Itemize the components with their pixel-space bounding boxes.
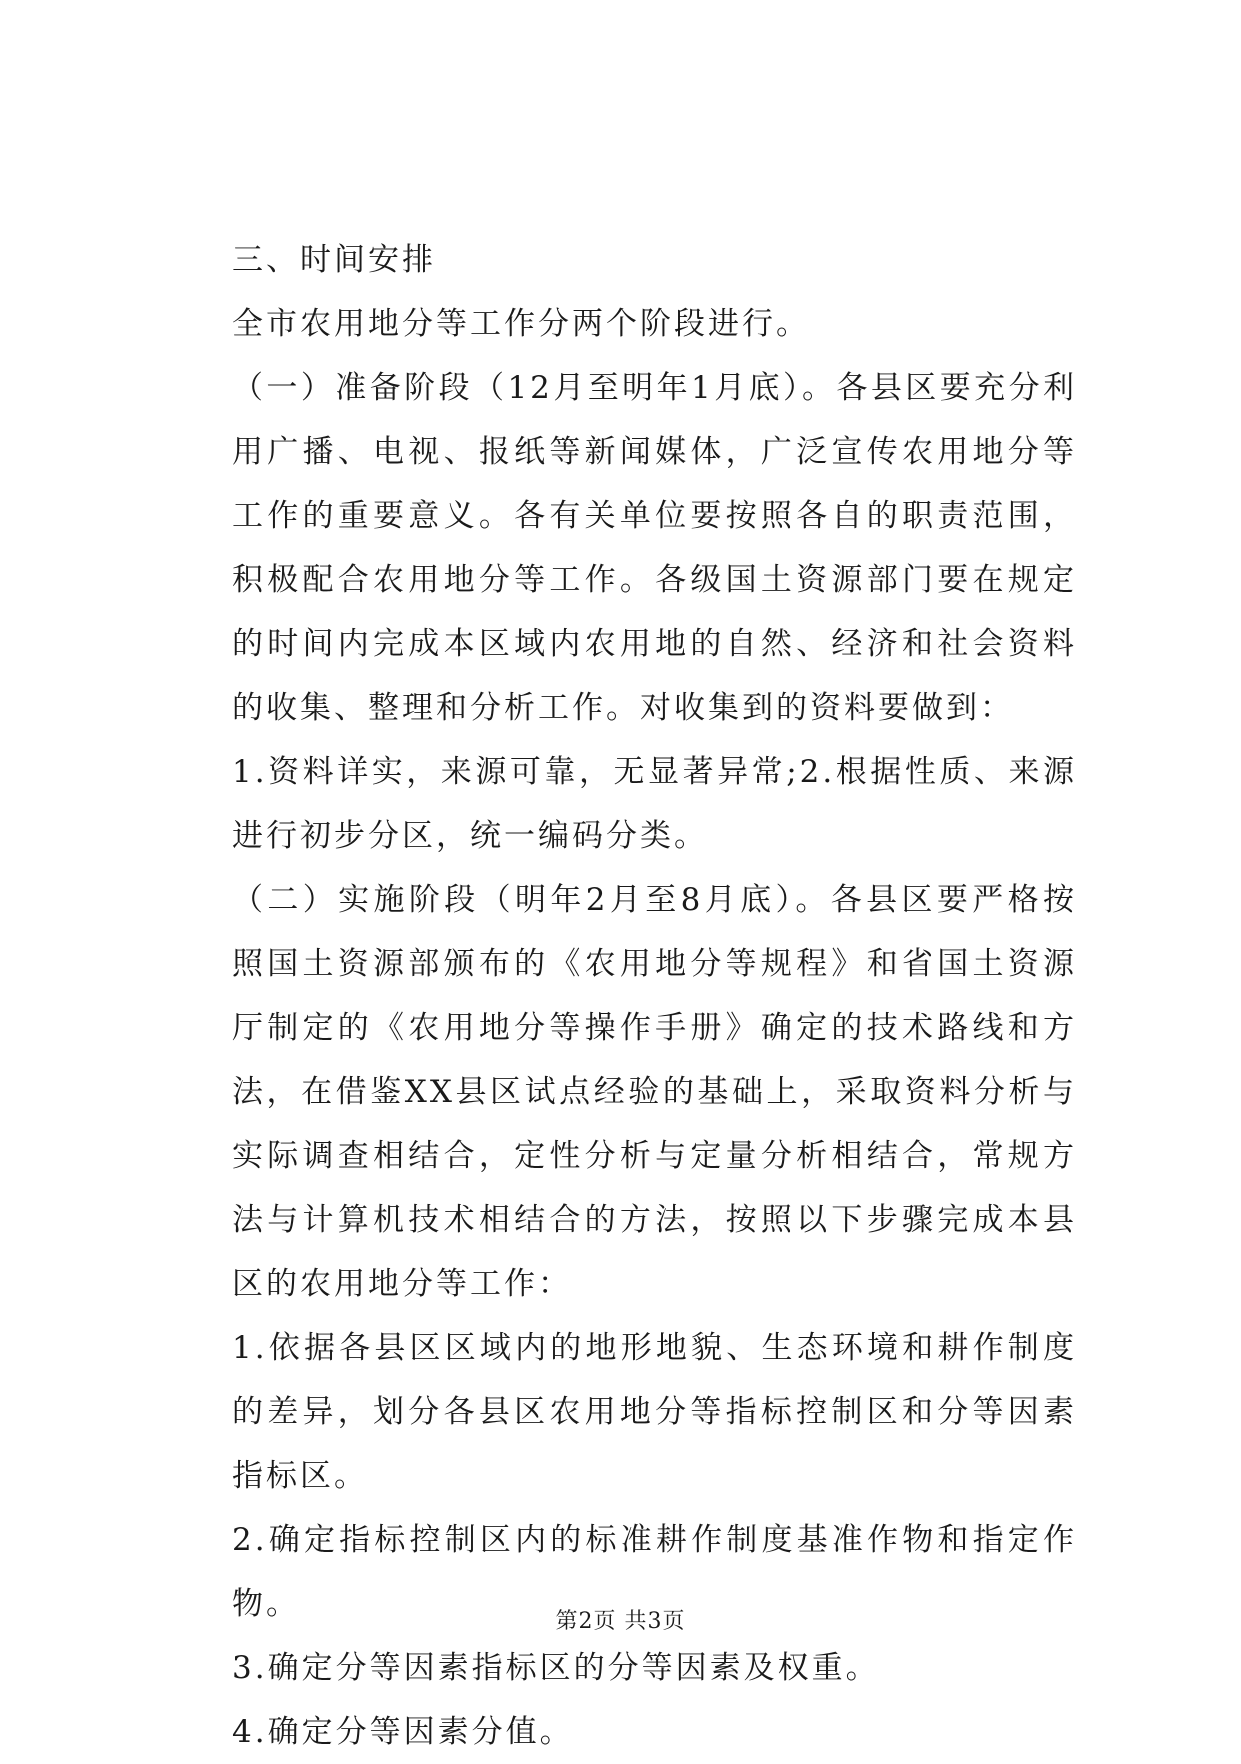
paragraph-stage-two: （二）实施阶段（明年2月至8月底）。各县区要严格按照国土资源部颁布的《农用地分等规程》和省国土资源厅制定的《农用地分等操作手册》确定的技术路线和方法，在借鉴XX县区试点经验的基础上，采取资料分析与实际调查相结合，定性分析与定量分析相结合，常规方法与计算机技术相结合的方法，按照以下步骤完成本县区的农用地分等工作：: [232, 882, 1077, 1302]
paragraph-stage-one: （一）准备阶段（12月至明年1月底）。各县区要充分利用广播、电视、报纸等新闻媒体，广泛宣传农用地分等工作的重要意义。各有关单位要按照各自的职责范围，积极配合农用地分等工作。各级国土资源部门要在规定的时间内完成本区域内农用地的自然、经济和社会资料的收集、整理和分析工作。对收集到的资料要做到：: [232, 370, 1077, 726]
paragraph-step-3: 3.确定分等因素指标区的分等因素及权重。: [232, 1650, 880, 1686]
paragraph-step-1: 1.依据各县区区域内的地形地貌、生态环境和耕作制度的差异，划分各县区农用地分等指标控制区和分等因素指标区。: [232, 1330, 1077, 1494]
paragraph-stage-one-requirements: 1.资料详实，来源可靠，无显著异常;2.根据性质、来源进行初步分区，统一编码分类。: [232, 754, 1077, 854]
paragraph-step-4: 4.确定分等因素分值。: [232, 1714, 574, 1750]
page-number-footer: 第2页 共3页: [555, 1609, 686, 1634]
paragraph-step-2: 2.确定指标控制区内的标准耕作制度基准作物和指定作物。: [232, 1522, 1077, 1622]
document-body: [232, 228, 1077, 1764]
paragraph-intro: 全市农用地分等工作分两个阶段进行。: [232, 306, 810, 342]
section-heading: 三、时间安排: [232, 242, 436, 278]
